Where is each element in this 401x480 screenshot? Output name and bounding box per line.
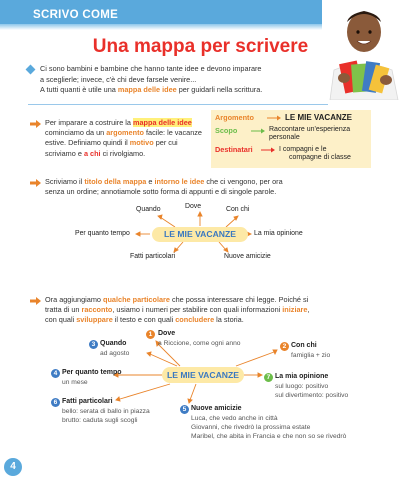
map-2-per-quanto-detail: un mese	[62, 379, 88, 386]
map-2-opinione-title: La mia opinione	[275, 373, 329, 380]
map-1-per-quanto-tempo: Per quanto tempo	[75, 230, 130, 237]
arrowhead	[147, 352, 151, 356]
connector-amicizie	[190, 384, 196, 400]
legend-key-scopo: Scopo	[215, 126, 238, 135]
map-2-amicizie-detail-3: Maribel, che abita in Francia e che non so se rivedrò	[191, 433, 347, 440]
p1-fragment: estive. Definiamo quindi il	[45, 138, 130, 148]
highlight-mappa-delle-idee: mappa delle idee	[133, 118, 192, 127]
highlight-a-chi: a chi	[83, 148, 101, 158]
map-1-fatti-particolari: Fatti particolari	[130, 253, 176, 260]
p1-fragment: facile: le vacanze	[143, 128, 202, 138]
p3-fragment: con quali	[45, 315, 77, 325]
connector-fatti	[120, 384, 170, 399]
highlight-concludere: concludere	[175, 315, 215, 325]
map-2-opinione-detail-2: sul divertimento: positivo	[275, 392, 349, 399]
highlight-intorno-le-idee: intorno le idee	[154, 177, 205, 186]
map-2-amicizie-detail-1: Luca, che vedo anche in città	[191, 415, 278, 422]
map-1-dove: Dove	[185, 203, 202, 210]
intro-line-1: Ci sono bambini e bambine che hanno tante idee e devono imparare	[40, 64, 262, 73]
map-1-center: LE MIE VACANZE	[152, 227, 248, 242]
number-badge-6: 6	[51, 398, 60, 407]
intro-text-fragment: per guidarli nella scrittura.	[176, 85, 263, 95]
p3-fragment: ,	[307, 305, 310, 315]
map-2-quando-title: Quando	[100, 340, 127, 347]
arrowhead	[116, 397, 120, 401]
p3-fragment: che possa interessare chi legge. Poiché si	[169, 295, 309, 304]
p2-fragment: che ci vengono, per ora	[204, 177, 283, 186]
p1-fragment: cominciamo da un	[45, 128, 107, 138]
page-title: Una mappa per scrivere	[92, 36, 309, 57]
number-badge-2: 2	[280, 342, 289, 351]
map-2-dove-detail: a Riccione, come ogni anno	[158, 340, 241, 347]
map-2-amicizie-title: Nuove amicizie	[191, 405, 242, 412]
arrowhead	[188, 399, 192, 403]
p3-fragment: il testo e con quali	[112, 315, 176, 325]
highlight-titolo-della-mappa: titolo della mappa	[84, 177, 147, 186]
p2-fragment: e	[146, 177, 155, 186]
p3-fragment: Ora aggiungiamo	[45, 295, 104, 304]
legend-value-destinatari-1: I compagni e le	[279, 146, 327, 153]
map-1-con-chi: Con chi	[226, 206, 250, 213]
section-label: SCRIVO COME	[33, 9, 119, 21]
map-1-nuove-amicizie: Nuove amicizie	[224, 253, 271, 260]
number-badge-4: 4	[51, 369, 60, 378]
connector-quando	[150, 354, 177, 366]
number-badge-3: 3	[89, 340, 98, 349]
arrowhead	[273, 350, 277, 354]
map-2-fatti-detail-2: brutto: caduta sugli scogli	[62, 417, 138, 424]
highlight-mappa-delle-idee: mappa delle idee	[117, 85, 177, 95]
map-2-per-quanto-title: Per quanto tempo	[62, 369, 122, 376]
p1-fragment: Per imparare a costruire la	[45, 118, 134, 127]
highlight-iniziare: iniziare	[282, 305, 308, 315]
highlight-sviluppare: sviluppare	[76, 315, 113, 325]
map-2-con-chi-title: Con chi	[291, 342, 317, 349]
p3-fragment: la storia.	[214, 315, 244, 325]
map-2-con-chi-detail: famiglia + zio	[291, 352, 331, 359]
legend-value-argomento: LE MIE VACANZE	[285, 113, 352, 122]
legend-value-scopo-1: Raccontare un'esperienza	[269, 126, 351, 133]
connector-con-chi	[236, 352, 274, 366]
intro-text-fragment: A tutti quanti è utile una	[40, 85, 118, 95]
legend-key-argomento: Argomento	[215, 113, 254, 122]
p1-fragment: per cui	[153, 138, 178, 148]
p3-fragment: , usiamo i numeri per stabilire con quali informazioni	[112, 305, 283, 315]
map-2-amicizie-detail-2: Giovanni, che rivedrò la prossima estate	[191, 424, 311, 431]
number-badge-7: 7	[264, 373, 273, 382]
map-2-center: LE MIE VACANZE	[162, 367, 244, 383]
p1-fragment: ci rivolgiamo.	[100, 148, 146, 158]
highlight-racconto: racconto	[81, 305, 113, 315]
number-badge-5: 5	[180, 405, 189, 414]
p3-fragment: tratta di un	[45, 305, 82, 315]
map-2-opinione-detail-1: sul luogo: positivo	[275, 383, 329, 390]
number-badge-1: 1	[146, 330, 155, 339]
intro-line-2: a sceglierle; invece, c'è chi deve farsele venire...	[40, 74, 197, 84]
map-2-fatti-detail-1: bello: serata di ballo in piazza	[62, 408, 150, 415]
arrowhead	[258, 373, 262, 377]
map-2-dove-title: Dove	[158, 330, 176, 337]
legend-value-destinatari-2: compagne di classe	[289, 154, 351, 161]
map-2-quando-detail: ad agosto	[100, 350, 130, 357]
map-1-opinione: La mia opinione	[254, 230, 303, 237]
page-number: 4	[4, 458, 22, 476]
p1-fragment: scriviamo e	[45, 148, 84, 158]
legend-key-destinatari: Destinatari	[215, 145, 253, 154]
legend-value-scopo-2: personale	[269, 134, 300, 141]
p2-fragment: Scriviamo il	[45, 177, 85, 186]
map-1-quando: Quando	[136, 206, 161, 213]
highlight-motivo: motivo	[129, 138, 154, 148]
highlight-qualche-particolare: qualche particolare	[103, 295, 170, 304]
highlight-argomento: argomento	[106, 128, 144, 138]
map-2-fatti-title: Fatti particolari	[62, 398, 113, 405]
p2-line: senza un ordine; annotiamole sotto forma di appunti e di singole parole.	[45, 187, 277, 197]
